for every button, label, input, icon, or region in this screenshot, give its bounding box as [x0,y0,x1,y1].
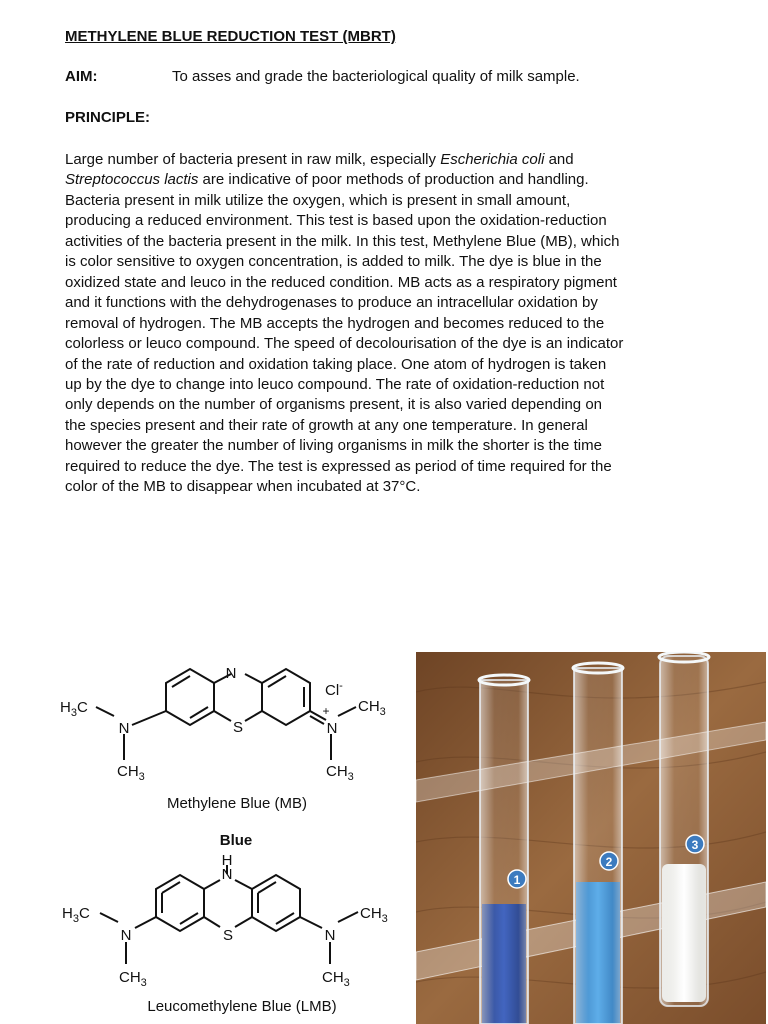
mb-right-methyl-sub: 3 [379,706,386,718]
aim-label: AIM: [65,68,98,85]
mb-chloride-symbol: Cl [325,682,340,699]
principle-text-segment: color of the MB to disappear when incubated at 37°C. [65,478,421,496]
principle-line [65,273,715,293]
mb-right-methyl [358,698,386,718]
mb-left-methyl-c: C [76,699,88,716]
lmb-right-methyl [360,905,388,925]
lmb-left-methyl [62,905,90,925]
test-tubes-photo [416,652,766,1024]
lmb-rb-ch: CH [322,969,344,986]
lmb-ring-sulfur: S [222,927,234,944]
lmb-lb-sub: 3 [140,977,147,989]
lmb-left-methyl-c: C [78,905,90,922]
species-name: Escherichia coli [440,151,545,168]
principle-text-segment: colorless or leuco compound. The speed of decolourisation of the dye is an indicator [65,335,624,353]
document-title: METHYLENE BLUE REDUCTION TEST (MBRT) [65,28,396,45]
tube-3-number: 3 [691,838,699,852]
principle-line [65,293,715,313]
aim-row [65,68,580,85]
principle-line [65,457,715,477]
mb-left-methyl-sub: 3 [70,707,77,719]
tube-2-number: 2 [605,855,613,869]
principle-line [65,252,715,272]
mb-lb-ch: CH [117,763,139,780]
principle-heading: PRINCIPLE: [65,109,151,126]
mb-right-nitrogen: N [326,720,338,737]
mb-left-nitrogen: N [118,720,130,737]
principle-line [65,232,715,252]
mb-left-bottom-methyl [117,763,145,783]
methylene-blue-structure [96,669,356,760]
principle-line [65,191,715,211]
mb-ring-nitrogen: N [225,665,237,682]
test-tube-1 [479,675,529,1024]
principle-line [65,150,715,170]
tube-3-glass [660,656,708,1006]
principle-text-segment: and [544,151,574,168]
test-tube-2 [573,663,623,1024]
principle-text-segment: required to reduce the dye. The test is expressed as period of time required for the [65,457,612,475]
blue-label: Blue [219,832,253,849]
lmb-ring-nitrogen: N [221,866,233,883]
principle-line [65,355,715,375]
lmb-rb-sub: 3 [343,977,350,989]
lmb-right-bottom-methyl [322,969,350,989]
lmb-left-nitrogen: N [120,927,132,944]
principle-text-segment: only depends on the number of organisms present, it is also varied depending on [65,396,603,414]
principle-text-segment: producing a reduced environment. This test is based upon the oxidation-reduction [65,212,607,230]
mb-positive-charge: + [322,704,330,718]
principle-line [65,395,715,415]
principle-text-segment: removal of hydrogen. The MB accepts the hydrogen and becomes reduced to the [65,314,605,332]
mb-left-methyl-h: H [60,699,71,716]
principle-line [65,375,715,395]
principle-text-segment: Large number of bacteria present in raw milk, especially [65,151,441,168]
principle-text-segment: oxidized state and leuco in the reduced condition. MB acts as a respiratory pigment [65,273,617,291]
mb-right-bottom-methyl [326,763,354,783]
lmb-right-nitrogen: N [324,927,336,944]
principle-text-segment: the species present and their rate of growth at any one temperature. In general [65,416,588,434]
aim-text: To asses and grade the bacteriological quality of milk sample. [172,68,580,85]
mb-right-methyl-ch: CH [358,698,380,715]
principle-text-segment: is color sensitive to oxygen concentration, is added to milk. The dye is blue in the [65,253,602,271]
principle-text-segment: however the greater the number of living organisms in milk the shorter is the time [65,437,602,455]
mb-left-methyl [60,699,88,719]
chemical-structures-figure [42,652,416,1024]
lmb-left-methyl-sub: 3 [72,913,79,925]
lmb-hydrogen: H [221,852,233,869]
lmb-caption: Leucomethylene Blue (LMB) [147,998,337,1015]
principle-line [65,314,715,334]
lmb-right-methyl-ch: CH [360,905,382,922]
principle-line [65,334,715,354]
principle-line [65,436,715,456]
tube-1-glass [480,680,528,1024]
principle-text-segment: Bacteria present in milk utilize the oxygen, which is present in small amount, [65,191,571,209]
lmb-right-methyl-sub: 3 [381,913,388,925]
principle-text-segment: and it functions with the dehydrogenases to produce an intracellular oxidation by [65,294,598,312]
species-name: Streptococcus lactis [65,171,199,189]
principle-line [65,416,715,436]
principle-line [65,477,715,497]
test-tube-3 [659,652,709,1006]
mb-caption: Methylene Blue (MB) [166,795,308,812]
lmb-left-bottom-methyl [119,969,147,989]
tube-1-number: 1 [513,873,521,887]
principle-text-segment: of the rate of reduction and oxidation taking place. One atom of hydrogen is taken [65,355,607,373]
principle-paragraph [65,150,715,498]
principle-text-segment: are indicative of poor methods of production and handling. [198,171,589,189]
mb-lb-sub: 3 [138,771,145,783]
mb-chloride-label [325,680,343,699]
mb-chloride-charge: - [339,680,343,692]
mb-ring-sulfur: S [232,719,244,736]
tube-2-glass [574,668,622,1024]
principle-line [65,170,715,190]
lmb-lb-ch: CH [119,969,141,986]
mb-rb-ch: CH [326,763,348,780]
lmb-left-methyl-h: H [62,905,73,922]
principle-text-segment: up by the dye to change into leuco compound. The rate of oxidation-reduction not [65,375,605,393]
principle-text-segment: activities of the bacteria present in the milk. In this test, Methylene Blue (MB), which [65,232,620,250]
mb-rb-sub: 3 [347,771,354,783]
principle-line [65,211,715,231]
